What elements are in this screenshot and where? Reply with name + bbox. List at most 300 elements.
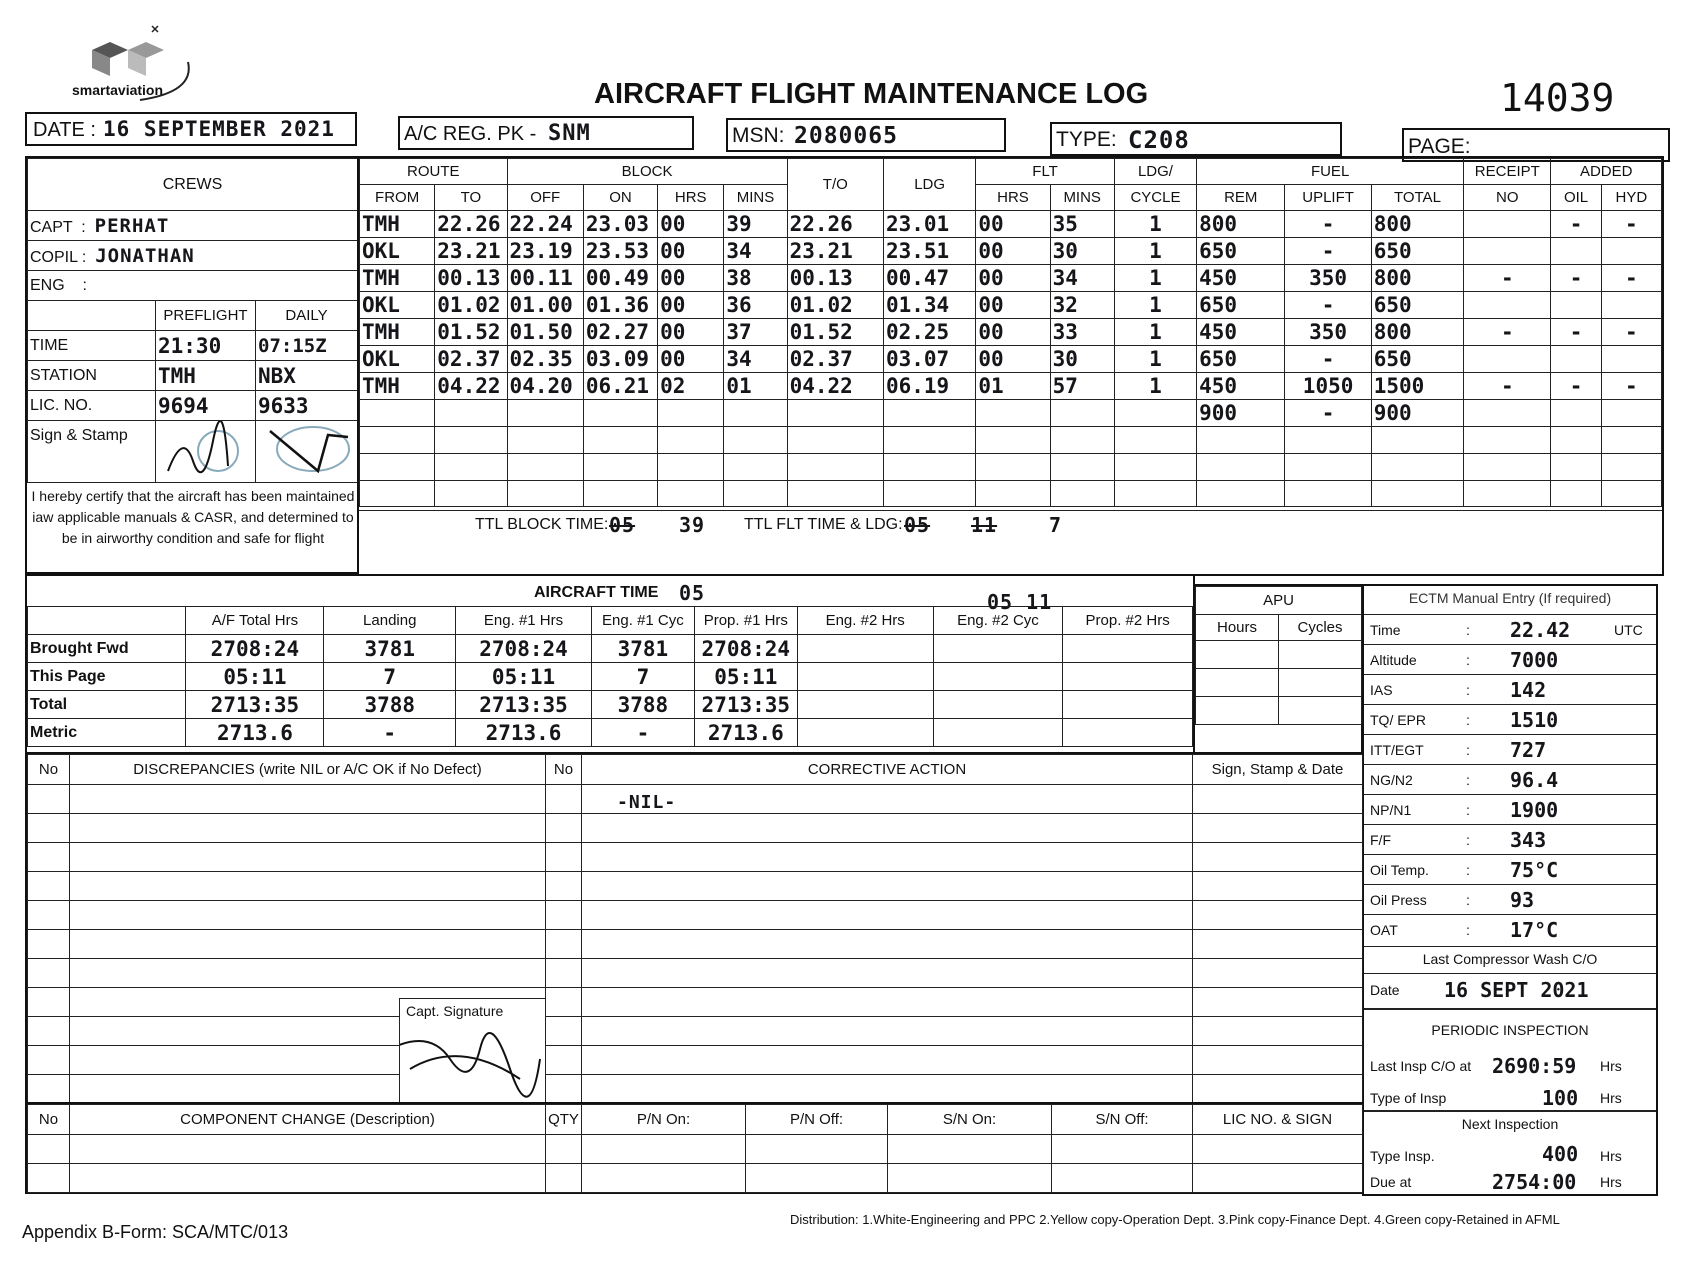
cell-to[interactable] [435,481,507,507]
cell-disc-no[interactable] [28,1046,70,1075]
cell-block-hrs[interactable]: 00 [658,346,724,373]
cell-fuel-rem[interactable]: 450 [1197,373,1285,400]
cell-landing[interactable]: 23.51 [883,238,975,265]
cell-takeoff[interactable]: 01.02 [787,292,883,319]
comp-desc-cell[interactable] [70,1135,546,1164]
at-value[interactable]: 2713:35 [186,691,324,719]
cell-fuel-receipt[interactable]: - [1464,319,1551,346]
cell-takeoff[interactable]: 02.37 [787,346,883,373]
cell-fuel-uplift[interactable]: 350 [1285,265,1371,292]
cell-off[interactable]: 00.11 [507,265,583,292]
cell-fuel-total[interactable]: 900 [1371,400,1463,427]
cell-corr-no[interactable] [546,1046,582,1075]
ectm-value[interactable]: 7000 [1510,648,1559,672]
cell-flt-hrs[interactable] [976,454,1050,481]
cell-on[interactable] [583,427,657,454]
cell-sign-stamp[interactable] [1193,1075,1363,1104]
at-value[interactable]: 2713.6 [694,719,797,747]
cell-fuel-uplift[interactable]: - [1285,211,1371,238]
cell-flt-mins[interactable] [1050,400,1114,427]
cell-on[interactable]: 23.53 [583,238,657,265]
cell-sign-stamp[interactable] [1193,814,1363,843]
cell-landing[interactable] [883,400,975,427]
cell-block-mins[interactable] [724,400,787,427]
cell-flt-mins[interactable]: 34 [1050,265,1114,292]
cell-block-mins[interactable]: 01 [724,373,787,400]
cell-flt-mins[interactable]: 57 [1050,373,1114,400]
cell-corr-no[interactable] [546,901,582,930]
cell-disc-no[interactable] [28,843,70,872]
at-value[interactable] [933,635,1063,663]
cell-fuel-total[interactable]: 650 [1371,238,1463,265]
ectm-value[interactable]: 17°C [1510,918,1559,942]
cell-fuel-receipt[interactable]: - [1464,265,1551,292]
cell-landing[interactable] [883,427,975,454]
cell-corr-text[interactable] [582,988,1193,1017]
cell-fuel-oil[interactable] [1551,481,1601,507]
cell-landing[interactable]: 23.01 [883,211,975,238]
cell-to[interactable] [435,400,507,427]
cell-ldg-cycle[interactable]: 1 [1114,265,1196,292]
type-insp-value[interactable]: 100 [1542,1086,1579,1110]
cell-corr-no[interactable] [546,959,582,988]
cell-fuel-total[interactable]: 800 [1371,265,1463,292]
cell-fuel-oil[interactable]: - [1551,265,1601,292]
cell-ldg-cycle[interactable] [1114,427,1196,454]
cell-block-hrs[interactable] [658,481,724,507]
cell-flt-mins[interactable]: 33 [1050,319,1114,346]
cell-block-hrs[interactable]: 02 [658,373,724,400]
cell-ldg-cycle[interactable]: 1 [1114,346,1196,373]
cell-off[interactable]: 23.19 [507,238,583,265]
cell-block-mins[interactable]: 36 [724,292,787,319]
cell-flt-hrs[interactable]: 00 [976,292,1050,319]
at-value[interactable]: 2708:24 [456,635,592,663]
cell-from[interactable]: TMH [360,265,435,292]
cell-flt-hrs[interactable]: 01 [976,373,1050,400]
cell-ldg-cycle[interactable] [1114,454,1196,481]
cell-block-hrs[interactable]: 00 [658,292,724,319]
cell-to[interactable]: 22.26 [435,211,507,238]
cell-fuel-uplift[interactable] [1285,427,1371,454]
cell-fuel-hyd[interactable] [1601,292,1661,319]
cell-fuel-hyd[interactable]: - [1601,211,1661,238]
cell-takeoff[interactable] [787,427,883,454]
cell-takeoff[interactable]: 22.26 [787,211,883,238]
cell-sign-stamp[interactable] [1193,930,1363,959]
ectm-value[interactable]: 142 [1510,678,1547,702]
cell-ldg-cycle[interactable] [1114,481,1196,507]
apu-hours-cell[interactable] [1196,669,1279,697]
cell-fuel-receipt[interactable] [1464,454,1551,481]
apu-hours-cell[interactable] [1196,641,1279,669]
ectm-value[interactable]: 1900 [1510,798,1559,822]
cell-corr-text[interactable] [582,901,1193,930]
cell-from[interactable]: OKL [360,346,435,373]
cell-from[interactable] [360,427,435,454]
cell-fuel-hyd[interactable] [1601,238,1661,265]
at-value[interactable]: 05:11 [456,663,592,691]
cell-ldg-cycle[interactable]: 1 [1114,292,1196,319]
at-value[interactable]: 3781 [324,635,456,663]
cell-fuel-receipt[interactable] [1464,238,1551,265]
cell-flt-hrs[interactable]: 00 [976,265,1050,292]
at-value[interactable] [797,691,933,719]
cell-off[interactable] [507,481,583,507]
cell-corr-text[interactable] [582,1046,1193,1075]
cell-landing[interactable]: 02.25 [883,319,975,346]
ttl-flt-hrs[interactable]: 05 [904,513,931,537]
cell-corr-no[interactable] [546,1075,582,1104]
cell-corr-text[interactable] [582,872,1193,901]
cell-fuel-receipt[interactable] [1464,346,1551,373]
cell-fuel-rem[interactable]: 800 [1197,211,1285,238]
cell-on[interactable]: 02.27 [583,319,657,346]
cell-from[interactable]: TMH [360,211,435,238]
cell-on[interactable]: 01.36 [583,292,657,319]
cell-to[interactable]: 02.37 [435,346,507,373]
wash-date-value[interactable]: 16 SEPT 2021 [1444,978,1589,1002]
reg-field[interactable] [398,116,694,150]
cell-fuel-rem[interactable]: 450 [1197,265,1285,292]
cell-sign-stamp[interactable] [1193,959,1363,988]
cell-from[interactable] [360,481,435,507]
cell-from[interactable] [360,400,435,427]
cell-fuel-oil[interactable] [1551,238,1601,265]
cell-landing[interactable]: 00.47 [883,265,975,292]
cell-fuel-receipt[interactable] [1464,481,1551,507]
cell-flt-hrs[interactable] [976,481,1050,507]
cell-flt-mins[interactable] [1050,454,1114,481]
at-value[interactable]: 7 [591,663,694,691]
at-value[interactable]: 2708:24 [694,635,797,663]
cell-disc-text[interactable] [70,872,546,901]
cell-fuel-total[interactable] [1371,454,1463,481]
cell-block-mins[interactable] [724,427,787,454]
cell-landing[interactable]: 01.34 [883,292,975,319]
msn-field[interactable] [726,118,1006,152]
cell-flt-hrs[interactable]: 00 [976,211,1050,238]
cell-fuel-oil[interactable]: - [1551,211,1601,238]
cell-off[interactable]: 01.50 [507,319,583,346]
cell-takeoff[interactable] [787,400,883,427]
cell-block-hrs[interactable] [658,400,724,427]
cell-off[interactable]: 04.20 [507,373,583,400]
lic-daily[interactable]: 9633 [256,391,358,421]
cell-corr-no[interactable] [546,872,582,901]
at-value[interactable]: 2713:35 [456,691,592,719]
cell-fuel-total[interactable] [1371,427,1463,454]
cell-block-mins[interactable]: 34 [724,238,787,265]
cell-on[interactable]: 00.49 [583,265,657,292]
cell-corr-no[interactable] [546,814,582,843]
ectm-value[interactable]: 1510 [1510,708,1559,732]
at-value[interactable]: 2708:24 [186,635,324,663]
cell-fuel-total[interactable]: 800 [1371,319,1463,346]
at-value[interactable] [933,691,1063,719]
cell-fuel-rem[interactable]: 650 [1197,238,1285,265]
cell-takeoff[interactable]: 00.13 [787,265,883,292]
at-value[interactable]: 7 [324,663,456,691]
cell-sign-stamp[interactable] [1193,901,1363,930]
cell-on[interactable] [583,400,657,427]
cell-to[interactable]: 01.52 [435,319,507,346]
captain-signature-box[interactable] [399,998,545,1104]
cell-fuel-receipt[interactable] [1464,292,1551,319]
cell-from[interactable]: OKL [360,238,435,265]
eng-row[interactable]: ENG : [28,271,358,301]
cell-from[interactable] [360,454,435,481]
cell-on[interactable] [583,454,657,481]
cell-flt-mins[interactable] [1050,481,1114,507]
cell-fuel-oil[interactable] [1551,454,1601,481]
cell-fuel-hyd[interactable] [1601,346,1661,373]
cell-landing[interactable] [883,481,975,507]
at-value[interactable]: 2713:35 [694,691,797,719]
cell-block-mins[interactable] [724,481,787,507]
cell-flt-hrs[interactable]: 00 [976,238,1050,265]
at-value[interactable] [797,635,933,663]
cell-block-hrs[interactable] [658,427,724,454]
cell-flt-hrs[interactable]: 00 [976,319,1050,346]
cell-landing[interactable]: 03.07 [883,346,975,373]
cell-disc-no[interactable] [28,1075,70,1104]
last-insp-value[interactable]: 2690:59 [1492,1054,1577,1078]
cell-fuel-receipt[interactable] [1464,427,1551,454]
cell-fuel-hyd[interactable]: - [1601,319,1661,346]
cell-off[interactable] [507,427,583,454]
cell-fuel-total[interactable]: 650 [1371,346,1463,373]
cell-disc-text[interactable] [70,785,546,814]
cell-landing[interactable] [883,454,975,481]
at-value[interactable] [933,719,1063,747]
cell-fuel-hyd[interactable] [1601,454,1661,481]
cell-flt-mins[interactable]: 35 [1050,211,1114,238]
cell-takeoff[interactable] [787,454,883,481]
cell-fuel-total[interactable]: 1500 [1371,373,1463,400]
ectm-value[interactable]: 75°C [1510,858,1559,882]
cell-fuel-total[interactable]: 800 [1371,211,1463,238]
ectm-value[interactable]: 96.4 [1510,768,1559,792]
at-value[interactable]: 05:11 [694,663,797,691]
cell-block-mins[interactable]: 38 [724,265,787,292]
cell-fuel-hyd[interactable] [1601,400,1661,427]
cell-corr-text[interactable] [582,930,1193,959]
cell-block-mins[interactable] [724,454,787,481]
ectm-value[interactable]: 93 [1510,888,1535,912]
at-value[interactable] [797,663,933,691]
cell-sign-stamp[interactable] [1193,785,1363,814]
cell-flt-mins[interactable]: 30 [1050,346,1114,373]
at-value[interactable] [797,719,933,747]
time-daily[interactable]: 07:15Z [256,331,358,361]
at-value[interactable]: - [591,719,694,747]
cell-flt-mins[interactable] [1050,427,1114,454]
cell-block-hrs[interactable]: 00 [658,238,724,265]
type-field[interactable] [1050,122,1342,156]
cell-fuel-hyd[interactable] [1601,481,1661,507]
cell-corr-text[interactable] [582,1075,1193,1104]
cell-fuel-receipt[interactable] [1464,211,1551,238]
cell-sign-stamp[interactable] [1193,843,1363,872]
cell-to[interactable] [435,427,507,454]
at-value[interactable]: 3781 [591,635,694,663]
cell-off[interactable]: 22.24 [507,211,583,238]
cell-block-mins[interactable]: 39 [724,211,787,238]
cell-block-mins[interactable]: 34 [724,346,787,373]
cell-fuel-receipt[interactable] [1464,400,1551,427]
cell-fuel-total[interactable] [1371,481,1463,507]
ttl-block-hrs[interactable]: 05 [609,513,636,537]
cell-fuel-oil[interactable]: - [1551,373,1601,400]
cell-disc-no[interactable] [28,1017,70,1046]
ectm-value[interactable]: 727 [1510,738,1547,762]
cell-sign-stamp[interactable] [1193,872,1363,901]
cell-off[interactable] [507,400,583,427]
cell-to[interactable]: 00.13 [435,265,507,292]
at-value[interactable]: - [324,719,456,747]
ectm-value[interactable]: 22.42 [1510,618,1571,642]
ectm-value[interactable]: 343 [1510,828,1547,852]
cell-on[interactable]: 23.03 [583,211,657,238]
at-value[interactable] [1063,719,1193,747]
cell-disc-no[interactable] [28,901,70,930]
apu-cycles-cell[interactable] [1279,669,1362,697]
cell-to[interactable]: 04.22 [435,373,507,400]
cell-fuel-oil[interactable] [1551,400,1601,427]
cell-fuel-receipt[interactable]: - [1464,373,1551,400]
cell-ldg-cycle[interactable]: 1 [1114,319,1196,346]
cell-fuel-uplift[interactable]: 1050 [1285,373,1371,400]
cell-corr-text[interactable] [582,814,1193,843]
cell-takeoff[interactable]: 04.22 [787,373,883,400]
cell-disc-no[interactable] [28,988,70,1017]
ttl-block-mins[interactable]: 39 [679,513,706,537]
apu-hours-cell[interactable] [1196,697,1279,725]
cell-fuel-rem[interactable] [1197,454,1285,481]
at-value[interactable] [1063,691,1193,719]
at-value[interactable] [1063,635,1193,663]
cell-sign-stamp[interactable] [1193,1017,1363,1046]
cell-fuel-uplift[interactable] [1285,454,1371,481]
cell-ldg-cycle[interactable] [1114,400,1196,427]
apu-cycles-cell[interactable] [1279,641,1362,669]
at-value[interactable] [933,663,1063,691]
cell-off[interactable]: 01.00 [507,292,583,319]
cell-fuel-total[interactable]: 650 [1371,292,1463,319]
cell-block-hrs[interactable]: 00 [658,211,724,238]
cell-block-hrs[interactable]: 00 [658,319,724,346]
cell-fuel-rem[interactable]: 450 [1197,319,1285,346]
cell-flt-hrs[interactable] [976,427,1050,454]
cell-takeoff[interactable]: 01.52 [787,319,883,346]
cell-fuel-rem[interactable] [1197,481,1285,507]
cell-to[interactable]: 23.21 [435,238,507,265]
cell-fuel-uplift[interactable] [1285,481,1371,507]
cell-block-mins[interactable]: 37 [724,319,787,346]
cell-sign-stamp[interactable] [1193,988,1363,1017]
cell-disc-no[interactable] [28,814,70,843]
date-field[interactable] [25,112,357,146]
cell-disc-text[interactable] [70,930,546,959]
cell-to[interactable] [435,454,507,481]
cell-disc-no[interactable] [28,930,70,959]
cell-fuel-oil[interactable] [1551,292,1601,319]
station-daily[interactable]: NBX [256,361,358,391]
cell-corr-text[interactable] [582,843,1193,872]
due-value[interactable]: 2754:00 [1492,1170,1577,1194]
cell-flt-mins[interactable]: 30 [1050,238,1114,265]
cell-fuel-rem[interactable] [1197,427,1285,454]
cell-fuel-uplift[interactable]: - [1285,292,1371,319]
cell-block-hrs[interactable]: 00 [658,265,724,292]
at-value[interactable]: 05:11 [186,663,324,691]
cell-fuel-uplift[interactable]: - [1285,346,1371,373]
cell-disc-no[interactable] [28,959,70,988]
cell-fuel-rem[interactable]: 650 [1197,346,1285,373]
cell-flt-hrs[interactable]: 00 [976,346,1050,373]
cell-block-hrs[interactable] [658,454,724,481]
cell-on[interactable]: 06.21 [583,373,657,400]
cell-sign-stamp[interactable] [1193,1046,1363,1075]
cell-takeoff[interactable]: 23.21 [787,238,883,265]
cell-fuel-rem[interactable]: 900 [1197,400,1285,427]
cell-corr-text[interactable] [582,959,1193,988]
cell-fuel-hyd[interactable] [1601,427,1661,454]
cell-from[interactable]: TMH [360,319,435,346]
cell-disc-text[interactable] [70,814,546,843]
at-value[interactable] [1063,663,1193,691]
at-value[interactable]: 3788 [324,691,456,719]
cell-off[interactable] [507,454,583,481]
cell-disc-text[interactable] [70,843,546,872]
cell-ldg-cycle[interactable]: 1 [1114,211,1196,238]
cell-corr-text[interactable] [582,1017,1193,1046]
lic-preflight[interactable]: 9694 [156,391,256,421]
cell-fuel-hyd[interactable]: - [1601,373,1661,400]
cell-fuel-oil[interactable]: - [1551,319,1601,346]
cell-flt-mins[interactable]: 32 [1050,292,1114,319]
cell-disc-no[interactable] [28,785,70,814]
cell-fuel-oil[interactable] [1551,427,1601,454]
cell-corr-no[interactable] [546,785,582,814]
next-type-value[interactable]: 400 [1542,1142,1579,1166]
cell-off[interactable]: 02.35 [507,346,583,373]
cell-ldg-cycle[interactable]: 1 [1114,238,1196,265]
ttl-ldg[interactable]: 7 [1049,513,1063,537]
cell-disc-text[interactable] [70,959,546,988]
at-value[interactable]: 2713.6 [456,719,592,747]
cell-disc-no[interactable] [28,872,70,901]
cell-corr-no[interactable] [546,930,582,959]
copil-row[interactable]: COPIL : JONATHAN [28,241,358,271]
cell-corr-no[interactable] [546,1017,582,1046]
at-value[interactable]: 3788 [591,691,694,719]
cell-disc-text[interactable] [70,901,546,930]
cell-fuel-uplift[interactable]: 350 [1285,319,1371,346]
cell-to[interactable]: 01.02 [435,292,507,319]
cell-fuel-uplift[interactable]: - [1285,238,1371,265]
cell-flt-hrs[interactable] [976,400,1050,427]
cell-corr-no[interactable] [546,988,582,1017]
at-value[interactable]: 2713.6 [186,719,324,747]
cell-from[interactable]: OKL [360,292,435,319]
cell-landing[interactable]: 06.19 [883,373,975,400]
time-preflight[interactable]: 21:30 [156,331,256,361]
cell-corr-no[interactable] [546,843,582,872]
comp-desc-cell[interactable] [70,1164,546,1193]
cell-on[interactable] [583,481,657,507]
